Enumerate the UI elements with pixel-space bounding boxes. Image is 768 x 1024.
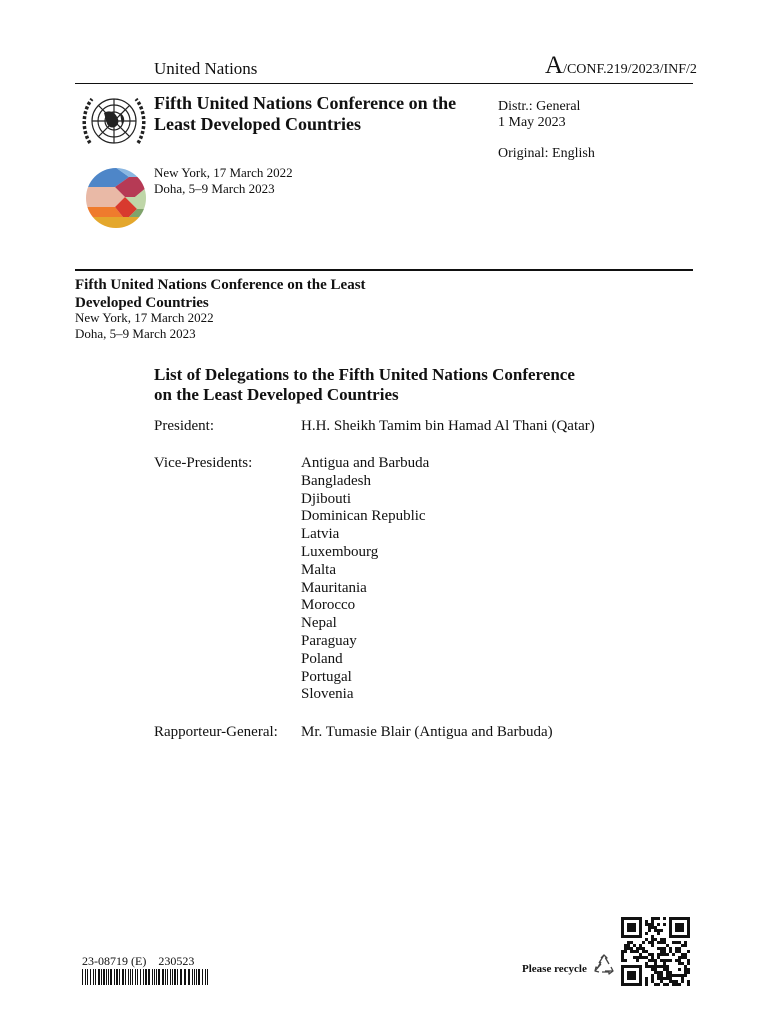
distribution-type: Distr.: General: [498, 99, 581, 114]
original-language: Original: English: [498, 146, 595, 161]
session-date-newyork: New York, 17 March 2022: [154, 165, 293, 180]
document-title-line2: on the Least Developed Countries: [154, 385, 399, 404]
list-item: Antigua and Barbuda: [301, 455, 430, 471]
subheader-date-newyork: New York, 17 March 2022: [75, 310, 214, 325]
subheader-date-doha: Doha, 5–9 March 2023: [75, 326, 196, 341]
list-item: Malta: [301, 561, 336, 578]
vice-presidents-list: [301, 455, 429, 704]
barcode-icon: [82, 969, 210, 985]
conference-title-line2: Least Developed Countries: [154, 114, 361, 134]
list-item: Mauritania: [301, 579, 367, 596]
list-item: Dominican Republic: [301, 508, 426, 525]
list-item: Luxembourg: [301, 543, 379, 560]
list-item: Morocco: [301, 597, 356, 614]
session-date-doha: Doha, 5–9 March 2023: [154, 181, 275, 196]
list-item: Portugal: [301, 668, 352, 685]
list-item: Nepal: [301, 615, 337, 632]
conference-subtitle-line2: Developed Countries: [75, 295, 209, 311]
document-symbol-number: /CONF.219/2023/INF/2: [563, 62, 697, 77]
organization-name: United Nations: [154, 59, 258, 78]
list-item: Latvia: [301, 526, 340, 543]
president-value: H.H. Sheikh Tamim bin Hamad Al Thani (Qatar): [301, 418, 595, 434]
distribution-block: [498, 99, 595, 162]
thick-rule: [75, 269, 693, 271]
vice-presidents-label: Vice-Presidents:: [154, 455, 253, 471]
rapporteur-value: Mr. Tumasie Blair (Antigua and Barbuda): [301, 724, 553, 740]
job-number: 23-08719 (E) 230523: [82, 954, 195, 968]
list-item: Djibouti: [301, 490, 352, 507]
document-symbol: [545, 52, 697, 80]
conference-subtitle: [75, 276, 366, 312]
document-title: [154, 365, 575, 405]
ldc5-logo-icon: [85, 167, 147, 229]
session-dates: [154, 165, 293, 197]
qr-code-icon: [621, 917, 690, 986]
recycle-icon: [592, 953, 616, 977]
subheader-dates: [75, 310, 214, 342]
issue-date: 1 May 2023: [498, 115, 566, 130]
recycle-label: Please recycle: [522, 963, 587, 975]
list-item: Poland: [301, 650, 343, 667]
conference-subtitle-line1: Fifth United Nations Conference on the Least: [75, 277, 366, 293]
rapporteur-label: Rapporteur-General:: [154, 724, 278, 740]
list-item: Bangladesh: [301, 472, 371, 489]
document-symbol-prefix: A: [545, 52, 564, 79]
list-item: Slovenia: [301, 686, 354, 703]
conference-title: [154, 93, 456, 135]
document-title-line1: List of Delegations to the Fifth United Nations Conference: [154, 365, 575, 384]
conference-title-line1: Fifth United Nations Conference on the: [154, 93, 457, 113]
un-emblem-icon: [80, 91, 148, 153]
president-label: President:: [154, 418, 214, 434]
list-item: Paraguay: [301, 632, 357, 649]
header-rule: [75, 83, 693, 84]
